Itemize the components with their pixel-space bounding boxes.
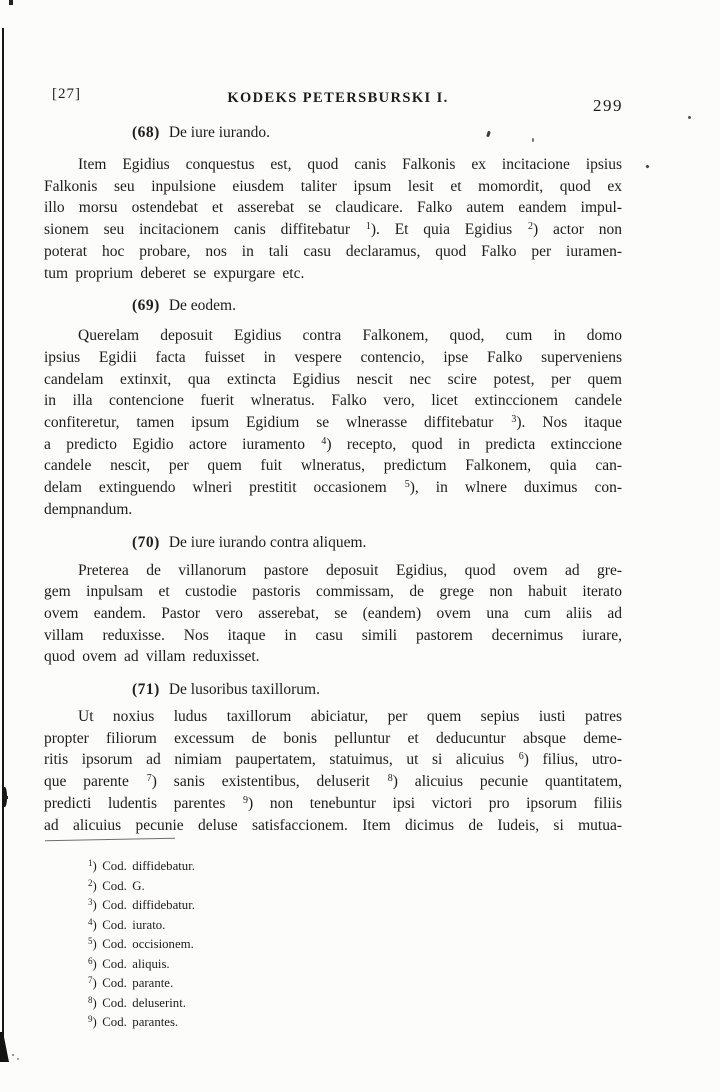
- footnote-separator: [45, 838, 175, 841]
- section-number: (68): [132, 124, 160, 141]
- text-line: gem inpulsam et custodie pastoris commissam, de grege non habuit iterato: [44, 583, 622, 601]
- scan-gutter-wedge: [0, 1032, 9, 1062]
- text-line: tum proprium deberet se expurgare etc.: [44, 264, 305, 282]
- paragraph: [44, 560, 622, 669]
- section-title: De lusoribus taxillorum.: [168, 681, 320, 699]
- footnote: $^2$) Cod. G.: [88, 877, 145, 893]
- section-number: (70): [132, 533, 160, 551]
- footnote: $^1$) Cod. diffidebatur.: [88, 858, 195, 874]
- section-title: De eodem.: [168, 297, 236, 315]
- text-line: illo morsu ostendebat et asserebat se claudicare. Falko autem eandem impul-: [44, 199, 622, 217]
- scan-speck: [17, 1058, 19, 1060]
- text-line: Ut noxius ludus taxillorum abiciatur, per quem sepius iusti patres: [78, 708, 622, 726]
- footnote: $^6$) Cod. aliquis.: [88, 955, 170, 971]
- text-line: poterat hoc probare, nos in tali casu declaramus, quod Falko per iuramen-: [44, 242, 622, 260]
- footnote: $^8$) Cod. deluserint.: [88, 994, 186, 1010]
- footnotes: [44, 857, 622, 1033]
- footnote: $^7$) Cod. parante.: [88, 975, 174, 991]
- section-title: De iure iurando.: [168, 124, 270, 141]
- page-number: 299: [593, 96, 623, 115]
- text-line: predicti ludentis parentes $^9$) non tenebuntur ipsi victori pro ipsorum filiis: [44, 794, 622, 812]
- text-line: candele nescit, per quem fuit wlneratus, predictum Falkonem, quia can-: [44, 457, 622, 475]
- section-number: (71): [132, 681, 160, 699]
- text-line: a predicto Egidio actore iuramento $^4$) recepto, quod in predicta extinccione: [44, 435, 623, 453]
- text-line: confiteretur, tamen ipsum Egidium se wlnerasse diffitebatur $^3$). Nos itaque: [44, 414, 622, 432]
- text-line: villam reduxisse. Nos itaque in casu simili pastorem decernimus iurare,: [44, 626, 622, 644]
- footnote: $^5$) Cod. occisionem.: [88, 936, 194, 952]
- section-heading-69: [44, 295, 622, 317]
- text-line: delam extinguendo wlneri prestitit occasionem $^5$), in wlnere duximus con-: [44, 479, 622, 497]
- text-line: quod ovem ad villam reduxisset.: [44, 648, 260, 666]
- paragraph: [44, 154, 622, 284]
- scan-gutter-line: [2, 28, 4, 1038]
- text-line: ovem eandem. Pastor vero asserebat, se (eandem) ovem una cum aliis ad: [44, 604, 622, 622]
- section-title: De iure iurando contra aliquem.: [168, 533, 367, 551]
- text-line: Preterea de villanorum pastore deposuit Egidius, quod ovem ad gre-: [78, 561, 622, 579]
- scan-gutter-tick: [4, 796, 8, 799]
- paragraph: [44, 325, 622, 520]
- text-line: Querelam deposuit Egidius contra Falkonem, quod, cum in domo: [78, 327, 622, 345]
- text-line: ad alicuius pecunie deluse satisfaccionem. Item dicimus de Iudeis, si mutua-: [44, 816, 622, 834]
- text-line: ritis ipsorum ad nimiam paupertatem, statuimus, ut si alicuius $^6$) filius, utro-: [44, 751, 622, 769]
- footnote: $^4$) Cod. iurato.: [88, 916, 166, 932]
- text-line: ipsius Egidii facta fuisset in vespere contencio, ipse Falko superveniens: [44, 348, 622, 366]
- page-body: [44, 122, 622, 1033]
- footnote: $^3$) Cod. diffidebatur.: [88, 897, 195, 913]
- text-line: candelam extinxit, qua extincta Egidius nescit nec scire potest, per quem: [44, 370, 622, 388]
- scan-speck: [645, 164, 649, 168]
- section-heading-68: [44, 122, 622, 144]
- paragraph: [44, 706, 622, 836]
- text-line: que parente $^7$) sanis existentibus, deluserit $^8$) alicuius pecunie quantitatem,: [44, 773, 623, 791]
- section-number: (69): [132, 297, 160, 315]
- text-line: Item Egidius conquestus est, quod canis Falkonis ex incitacione ipsius: [78, 156, 622, 173]
- scan-speck: [9, 0, 13, 5]
- scan-speck: [12, 1054, 14, 1056]
- text-line: sionem seu incitacionem canis diffitebatur $^1$). Et quia Egidius $^2$) actor non: [44, 221, 623, 239]
- text-line: dempnandum.: [44, 500, 133, 518]
- footnote: $^9$) Cod. parantes.: [88, 1014, 179, 1030]
- text-line: propter filiorum excessum de bonis pelluntur et deducuntur absque deme-: [44, 729, 622, 747]
- scan-speck: [688, 116, 691, 119]
- text-line: in illa contencione fuerit wlneratus. Falko vero, licet extinccionem candele: [44, 392, 622, 410]
- text-line: Falkonis seu inpulsione eiusdem taliter ipsum lesit et momordit, quod ex: [44, 177, 622, 195]
- section-heading-70: [44, 532, 622, 554]
- section-heading-71: [44, 679, 622, 701]
- running-title: KODEKS PETERSBURSKI I.: [227, 90, 449, 106]
- folio-number: [27]: [52, 86, 81, 102]
